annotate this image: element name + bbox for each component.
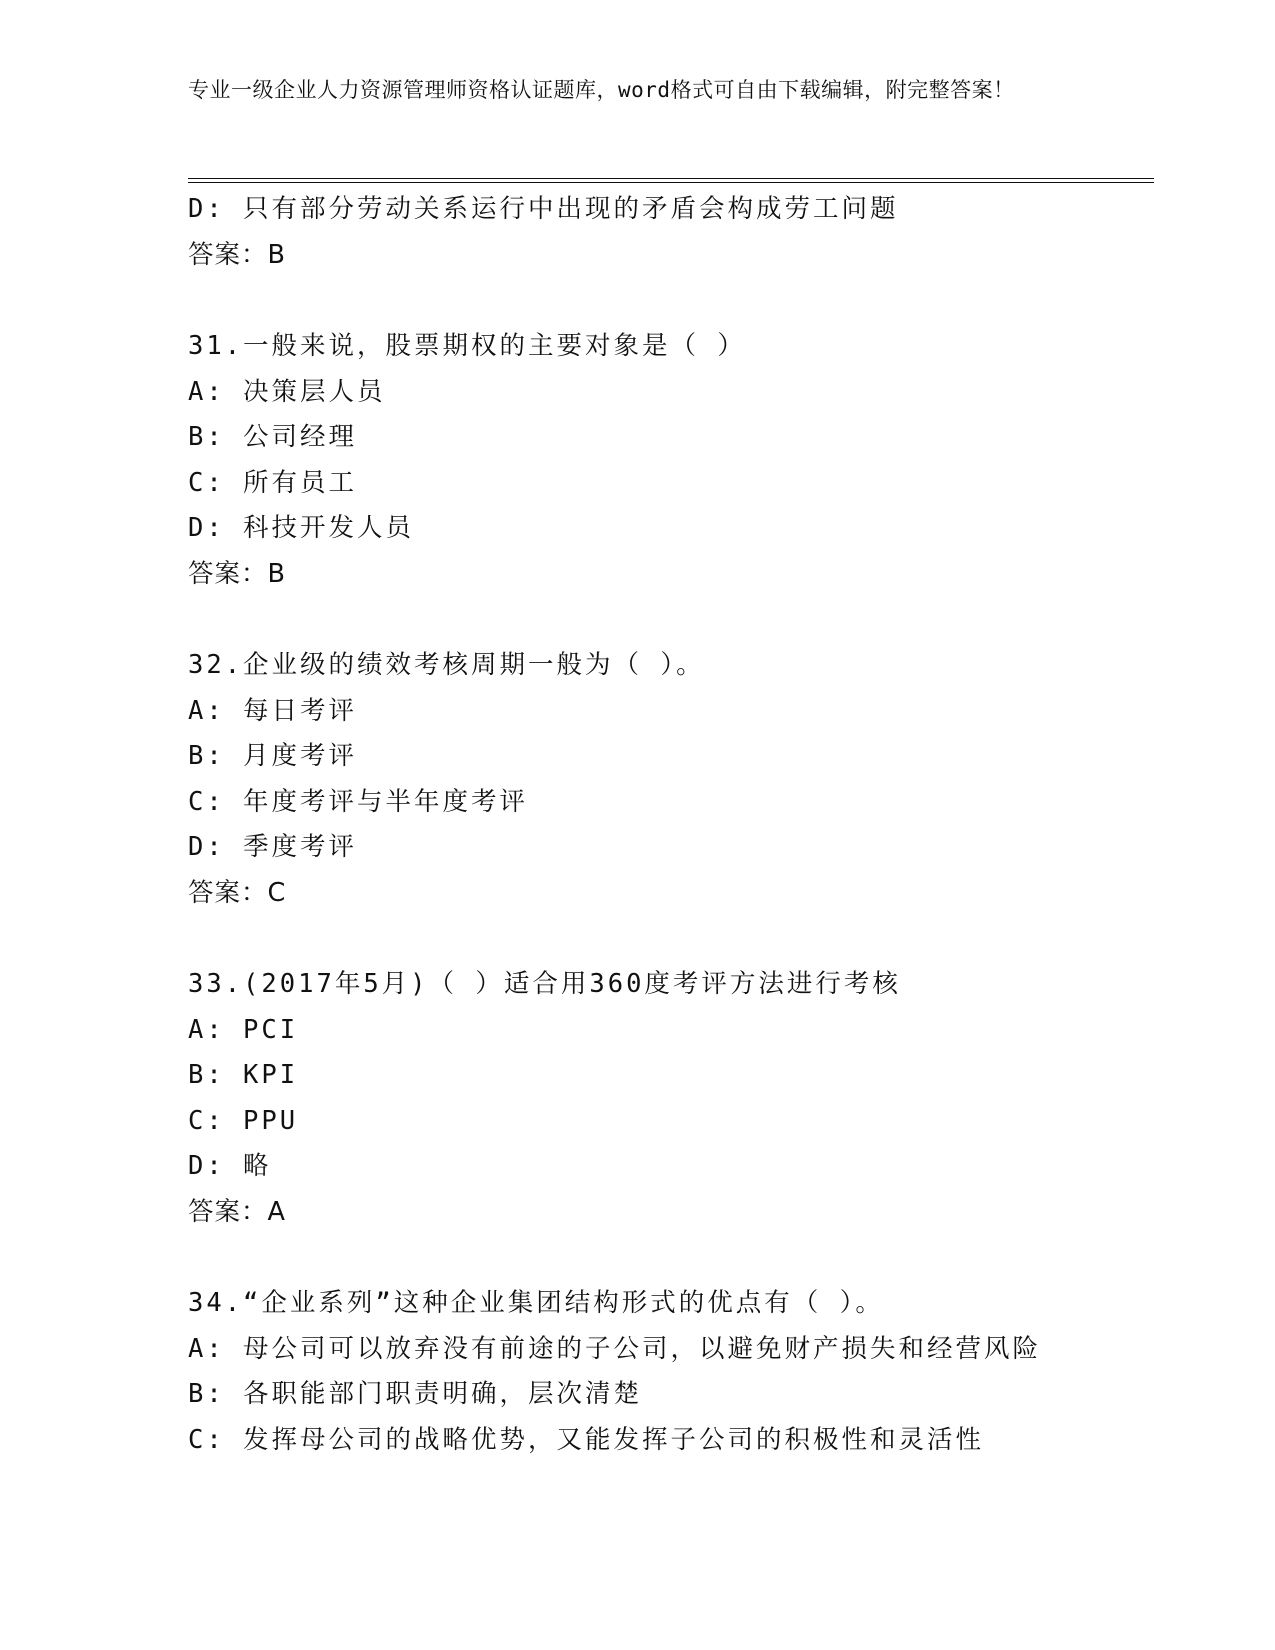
option-line: A: 每日考评	[188, 695, 358, 726]
question-block	[188, 1281, 1148, 1463]
answer-line: 答案：B	[188, 239, 286, 270]
header-rule-top	[188, 178, 1154, 179]
option-line: D: 只有部分劳动关系运行中出现的矛盾会构成劳工问题	[188, 194, 899, 224]
answer-line: 答案：C	[188, 877, 287, 908]
question-block	[188, 962, 1148, 1235]
option-line: C: 发挥母公司的战略优势，又能发挥子公司的积极性和灵活性	[188, 1424, 985, 1455]
option-line: B: KPI	[188, 1060, 299, 1090]
header-rule-bottom	[188, 182, 1154, 183]
option-line: D: 略	[188, 1151, 272, 1181]
answer-line: 答案：A	[188, 1196, 286, 1227]
question-block	[188, 187, 1148, 278]
option-line: B: 月度考评	[188, 741, 358, 771]
option-line: B: 各职能部门职责明确，层次清楚	[188, 1379, 643, 1409]
question-stem: 33.(2017年5月)（ ）适合用360度考评方法进行考核	[188, 969, 901, 999]
option-line: C: PPU	[188, 1105, 299, 1136]
option-line: A: 决策层人员	[188, 376, 386, 407]
option-line: D: 科技开发人员	[188, 513, 415, 543]
option-line: A: 母公司可以放弃没有前途的子公司，以避免财产损失和经营风险	[188, 1333, 1042, 1364]
question-stem: 31.一般来说，股票期权的主要对象是（ ）	[188, 331, 746, 361]
question-stem: 32.企业级的绩效考核周期一般为（ ）。	[188, 650, 705, 680]
answer-line: 答案：B	[188, 558, 286, 589]
option-line: C: 所有员工	[188, 467, 358, 498]
question-stem: 34.“企业系列”这种企业集团结构形式的优点有（ ）。	[188, 1288, 884, 1318]
question-block	[188, 324, 1148, 597]
option-line: A: PCI	[188, 1014, 299, 1045]
question-block	[188, 643, 1148, 916]
option-line: D: 季度考评	[188, 832, 358, 862]
option-line: B: 公司经理	[188, 422, 358, 452]
option-line: C: 年度考评与半年度考评	[188, 786, 529, 817]
question-list	[188, 187, 1148, 1463]
page-header: 专业一级企业人力资源管理师资格认证题库，word格式可自由下载编辑，附完整答案！	[188, 78, 1015, 102]
